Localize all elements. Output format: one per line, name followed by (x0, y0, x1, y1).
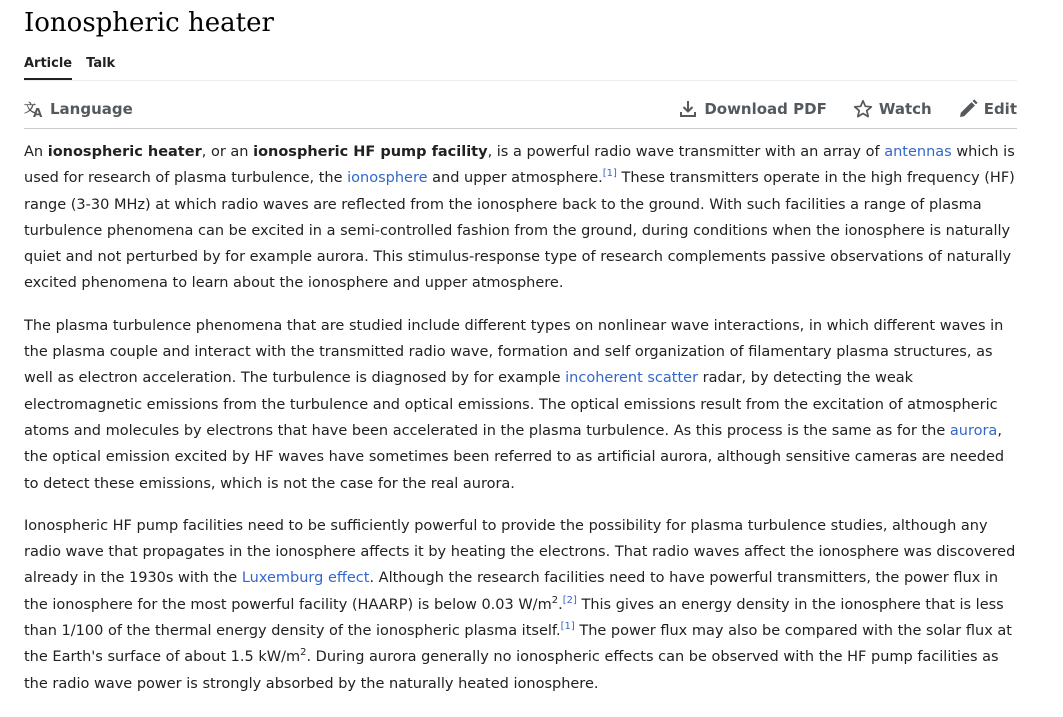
text: . (558, 596, 563, 613)
bold-term: ionospheric HF pump facility (253, 144, 488, 160)
paragraph-1 (24, 139, 1017, 297)
text: . Although the research facilities need to have powerful transmitters, the power flux in the ionosphere for the most powerful facility (HAARP) is below 0.03 W/m (24, 570, 999, 613)
translate-icon (24, 100, 44, 118)
superscript: 2 (300, 647, 307, 659)
paragraph-3 (24, 513, 1017, 697)
svg-text:A: A (33, 106, 43, 118)
citation-1[interactable]: [1] (560, 621, 575, 633)
link-aurora[interactable]: aurora (949, 422, 998, 439)
citation-1[interactable]: [1] (602, 168, 617, 180)
star-icon (853, 99, 873, 119)
watch-button[interactable] (853, 99, 932, 119)
tab-talk[interactable]: Talk (86, 56, 116, 71)
page-toolbar (24, 90, 1017, 129)
paragraph-2 (24, 313, 1017, 497)
text: These transmitters operate in the high frequency (HF) range (3-30 MHz) at which radio waves are reflected from the ionosphere back to the ground. With such facilities a range of plasma turbulence phenomena can be excited in a semi-controlled fashion from the ground, during conditions when the ionosphere is naturally quiet and not perturbed by for example aurora. This stimulus-response type of research complements passive observations of naturally excited phenomena to learn about the ionosphere and upper atmosphere. (24, 170, 1015, 292)
text: This gives an energy density in the ionosphere that is less than 1/100 of the thermal energy density of the ionospheric plasma itself. (24, 596, 1004, 640)
text: The power flux may also be compared with the solar flux at the Earth's surface of about 1.5 kW/m (24, 623, 1012, 666)
link-incoherent-scatter[interactable]: incoherent scatter (565, 370, 699, 387)
namespace-tabs (24, 54, 1017, 81)
text: which is used for research of plasma turbulence, the (24, 144, 1015, 187)
pencil-icon (958, 99, 978, 119)
text: An (24, 144, 48, 160)
citation-2[interactable]: [2] (562, 594, 577, 606)
edit-button[interactable] (958, 99, 1017, 119)
text: The plasma turbulence phenomena that are studied include different types on nonlinear wave interactions, in which different waves in the plasma couple and interact with the transmitted radio wave, formation and self organization of filamentary plasma structures, as well as electron acceleration. The turbulence is diagnosed by for example (24, 317, 1004, 387)
text: and upper atmosphere. (427, 170, 603, 187)
edit-label: Edit (983, 100, 1017, 118)
text: . During aurora generally no ionospheric effects can be observed with the HF pump facilities as the radio wave power is strongly absorbed by the naturally heated ionosphere. (24, 649, 999, 692)
tab-article[interactable]: Article (24, 54, 72, 80)
download-icon (678, 99, 698, 119)
text: radar, by detecting the weak electromagnetic emissions from the turbulence and optical emissions. The optical emissions result from the excitation of atmospheric atoms and molecules by electrons that have been accelerated in the plasma turbulence. As this process is the same as for the (24, 370, 998, 439)
link-luxemburg-effect[interactable]: Luxemburg effect (241, 570, 370, 587)
text: , the optical emission excited by HF waves have sometimes been referred to as artificial aurora, although sensitive cameras are needed to detect these emissions, which is not the case for the real aurora. (24, 422, 1005, 492)
text: , is a powerful radio wave transmitter with an array of (487, 144, 885, 160)
link-antennas[interactable]: antennas (884, 144, 952, 160)
download-pdf-button[interactable] (678, 99, 827, 119)
download-pdf-label: Download PDF (704, 100, 827, 118)
link-ionosphere[interactable]: ionosphere (347, 170, 428, 187)
text: , or an (201, 144, 254, 160)
page-title: Ionospheric heater (24, 8, 274, 38)
language-label: Language (50, 100, 133, 118)
text: Ionospheric HF pump facilities need to be sufficiently powerful to provide the possibility for plasma turbulence studies, although any radio wave that propagates in the ionosphere affects it by heating the electrons. That radio waves affect the ionosphere was discovered already in the 1930s with the (24, 517, 1016, 587)
watch-label: Watch (878, 100, 932, 118)
bold-term: ionospheric heater (47, 144, 202, 160)
article-body (24, 139, 1017, 713)
superscript: 2 (551, 594, 559, 606)
svg-text:文: 文 (24, 101, 37, 115)
language-button[interactable] (24, 100, 133, 118)
